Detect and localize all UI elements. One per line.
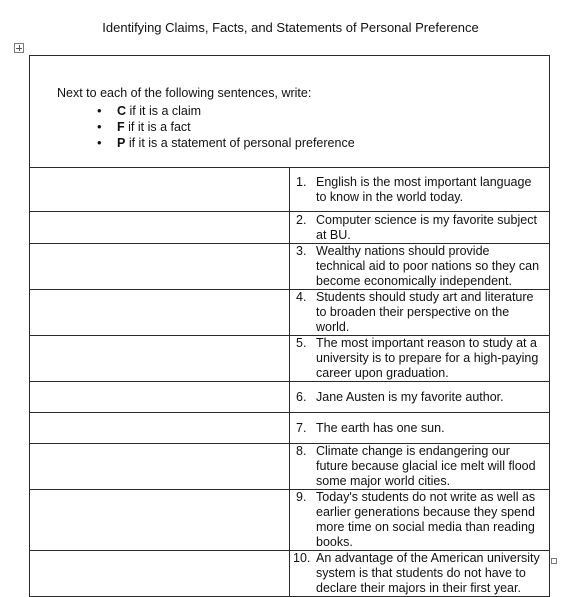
- worksheet-table: [29, 55, 550, 597]
- instructions-cell: [30, 56, 550, 168]
- statement-cell: [290, 244, 550, 290]
- statement-row: [30, 336, 550, 382]
- statement-number: 3.: [296, 244, 307, 258]
- answer-cell[interactable]: [30, 168, 290, 212]
- statement-row: [30, 244, 550, 290]
- statement-text: Jane Austen is my favorite author.: [316, 389, 504, 404]
- code-letter: P: [117, 136, 126, 150]
- code-text: if it is a statement of personal preference: [128, 136, 355, 150]
- statement-number: 5.: [296, 336, 307, 350]
- code-text: if it is a fact: [128, 120, 191, 134]
- statement-row: [30, 212, 550, 244]
- code-item-preference: [97, 135, 549, 151]
- table-resize-handle-icon[interactable]: [551, 558, 557, 564]
- statement-row: [30, 490, 550, 551]
- statement-text: An advantage of the American university system is that students do not have to declare their majors in their first year.: [316, 551, 540, 595]
- statement-cell: [290, 212, 550, 244]
- statement-row: [30, 551, 550, 597]
- code-letter: C: [117, 104, 127, 118]
- answer-cell[interactable]: [30, 551, 290, 597]
- answer-cell[interactable]: [30, 444, 290, 490]
- statement-number: 4.: [296, 290, 307, 304]
- statement-number: 8.: [296, 444, 307, 458]
- statement-text: Students should study art and literature to broaden their perspective on the world.: [316, 290, 534, 334]
- answer-cell[interactable]: [30, 490, 290, 551]
- table-move-handle-icon[interactable]: [14, 43, 24, 53]
- statement-cell: [290, 336, 550, 382]
- code-item-claim: [97, 103, 549, 119]
- statement-row: [30, 382, 550, 413]
- statement-number: 2.: [296, 212, 307, 227]
- statement-cell: [290, 490, 550, 551]
- statement-row: [30, 290, 550, 336]
- code-letter: F: [117, 120, 125, 134]
- statement-number: 9.: [296, 490, 307, 504]
- answer-cell[interactable]: [30, 212, 290, 244]
- statement-text: Wealthy nations should provide technical aid to poor nations so they can become economically independent.: [316, 244, 540, 288]
- answer-cell[interactable]: [30, 382, 290, 413]
- instructions-heading: Next to each of the following sentences, write:: [57, 86, 312, 100]
- instructions-row: [30, 56, 550, 168]
- statement-text: Climate change is endangering our future because glacial ice melt will flood some major world cities.: [316, 444, 536, 488]
- statement-cell: [290, 444, 550, 490]
- answer-cell[interactable]: [30, 336, 290, 382]
- statement-cell: [290, 413, 550, 444]
- statement-text: Today's students do not write as well as earlier generations because they spend more time on social media than reading books.: [316, 490, 536, 549]
- statement-cell: [290, 551, 550, 597]
- statement-row: [30, 413, 550, 444]
- statement-cell: [290, 168, 550, 212]
- statement-row: [30, 444, 550, 490]
- answer-cell[interactable]: [30, 290, 290, 336]
- statement-number: 7.: [296, 420, 307, 435]
- code-item-fact: [97, 119, 549, 135]
- statement-number: 10.: [293, 551, 311, 565]
- statement-cell: [290, 382, 550, 413]
- statement-number: 1.: [296, 174, 307, 189]
- statement-text: English is the most important language to know in the world today.: [316, 174, 532, 204]
- statement-row: [30, 168, 550, 212]
- statement-text: The earth has one sun.: [316, 420, 445, 435]
- code-text: if it is a claim: [129, 104, 202, 118]
- statement-cell: [290, 290, 550, 336]
- answer-cell[interactable]: [30, 244, 290, 290]
- statement-text: The most important reason to study at a university is to prepare for a high-paying career upon graduation.: [316, 336, 539, 380]
- answer-cell[interactable]: [30, 413, 290, 444]
- statement-number: 6.: [296, 389, 307, 404]
- document-title: Identifying Claims, Facts, and Statements of Personal Preference: [102, 20, 479, 35]
- statement-text: Computer science is my favorite subject at BU.: [316, 212, 537, 242]
- code-list: [57, 103, 549, 151]
